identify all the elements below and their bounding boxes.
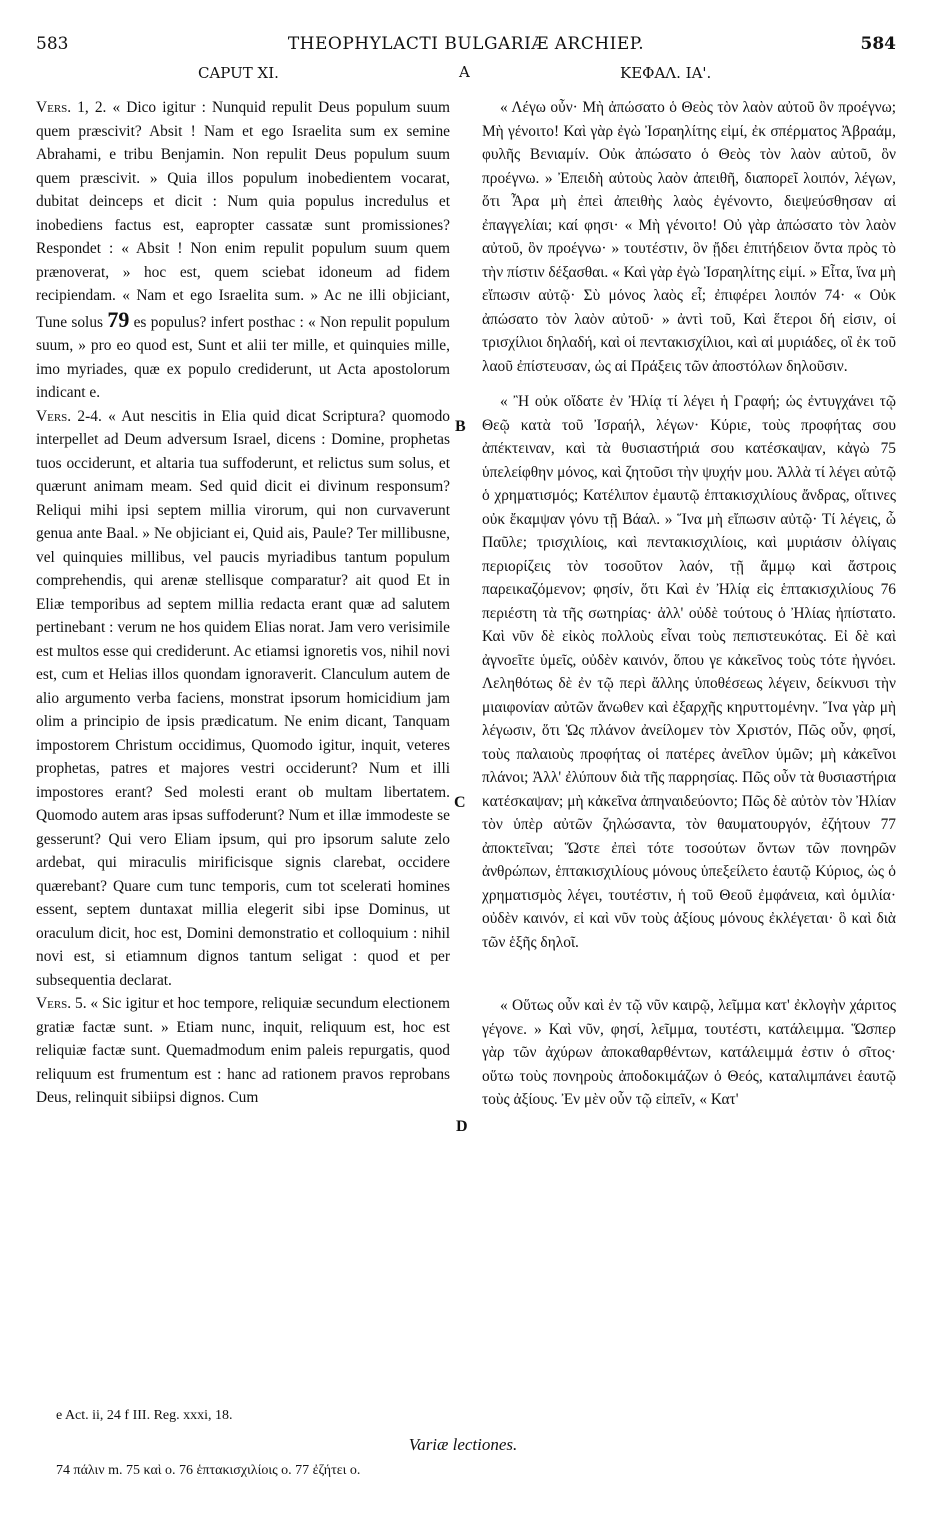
variae-lectiones-heading: Variæ lectiones. (408, 1435, 518, 1454)
greek-column (482, 96, 896, 1112)
chapter-heading-greek: ΚΕΦΑΛ. ΙΑ'. (620, 64, 712, 82)
latin-column (36, 96, 450, 1110)
chapter-heading-latin: CAPUT XI. (198, 64, 279, 82)
latin-text: « Dico igitur : Nunquid repulit Deus populum suum quem præscivit? Absit ! Nam et ego Israelita sum ex semine Abrahami, e tribu Benjamin. Non repulit Deus populum suum quem præscivit. » Quia illos populum inobedientem vocarat, dubitat deinceps et dicit : Num quia populus incredulus et inobediens factus est, eapropter cassatæ sunt promissiones? Respondet : « Absit ! Non enim repulit populum suum quem prænoverat, » hoc est, quem sciebat idoneum ad fidem recipiendam. « Nam et ego Israelita sum. » Ac ne illi objiciant, Tune solus (36, 99, 451, 331)
margin-letter-c: C (454, 794, 466, 811)
greek-paragraph: « Λέγω οὖν· Μὴ ἀπώσατο ὁ Θεὸς τὸν λαὸν αὐτοῦ ὃν προέγνω; Μὴ γένοιτο! Καὶ γὰρ ἐγὼ Ἰσραηλίτης εἰμί, ἐκ σπέρματος Ἀβραάμ, φυλῆς Βενιαμίν. Οὐκ ἀπώσατο ὁ Θεὸς τὸν λαὸν αὐτοῦ, ὃν προέγνω. » Ἐπειδὴ αὐτοὺς λαὸν ἀπειθῆ, διαπορεῖ λοιπόν, λέγων, ὅτι Ἆρα μὴ ἐπεὶ ἀπειθὴς λαὸς ἐγένοντο, διεψεύσθησαν αἱ ἐπαγγελίαι; καί φησι· « Μὴ γένοιτο! Οὐ γὰρ ἀπώσατο τὸν λαὸν αὐτοῦ, ὃν προέγνω· » τουτέστιν, ὃν ᾔδει ἐπιτήδειον ὄντα πρὸς τὸ τὴν πίστιν δέξασθαι. « Καὶ γὰρ ἐγὼ Ἰσραηλίτης εἰμί. » Εἶτα, ἵνα μὴ εἴπωσιν αὐτῷ· Σὺ μόνος λαὸς εἶ; ἐπιφέρει λοιπόν 74· « Οὐκ ἀπώσατο τὸν λαὸν αὐτοῦ· » ἀντὶ τοῦ, Καὶ ἕτεροι δή εἰσιν, οἱ τρισχίλιοι δηλαδή, καὶ οἱ πεντακισχίλιοι, καὶ αἱ μυριάδες, οἳ ἐκ τοῦ λαοῦ ἐπίστευσαν, ὡς αἱ Πράξεις τῶν ἀποστόλων δηλοῦσιν. (482, 99, 896, 375)
page-number-right: 584 (860, 34, 896, 54)
running-title: THEOPHYLACTI BULGARIÆ ARCHIEP. (287, 34, 645, 54)
margin-letter-a: A (459, 63, 470, 81)
verse-label: Vers. 1, 2. (36, 99, 107, 116)
latin-paragraph (36, 96, 450, 405)
greek-paragraph: « Οὕτως οὖν καὶ ἐν τῷ νῦν καιρῷ, λεῖμμα κατ' ἐκλογὴν χάριτος γέγονε. » Καὶ νῦν, φησί, λεῖμμα, τουτέστι, κατάλειμμα. Ὥσπερ γὰρ τῶν ἀχύρων ἀποκαθαρθέντων, κατάλειμμά ἐστιν ὁ σῖτος· οὕτω τοὺς πονηροὺς ἀποδοκιμάζων ὁ Θεός, καταλιμπάνει ἑαυτῷ τοὺς ἀξίους. Ἐν μὲν οὖν τῷ εἰπεῖν, « Κατ' (482, 997, 896, 1108)
column-number: 79 (107, 306, 130, 332)
greek-paragraph: « Ἢ οὐκ οἴδατε ἐν Ἠλίᾳ τί λέγει ἡ Γραφή; ὡς ἐντυγχάνει τῷ Θεῷ κατὰ τοῦ Ἰσραήλ, λέγων· Κύριε, τοὺς προφήτας σου ἀπέκτειναν, καὶ τὰ θυσιαστήριά σου κατέσκαψαν, κἀγὼ 75 ὑπελείφθην μόνος, καὶ ζητοῦσι τὴν ψυχήν μου. Ἀλλὰ τί λέγει αὐτῷ ὁ χρηματισμός; Κατέλιπον ἐμαυτῷ ἑπτακισχιλίους ἄνδρας, οἵτινες οὐκ ἔκαμψαν γόνυ τῇ Βάαλ. » Ἵνα μὴ εἴπωσιν αὐτῷ· Τί λέγεις, ὦ Παῦλε; τρισχιλίοις, καὶ πεντακισχιλίοις, καὶ μυριάσιν ὀλίγαις περιορίζεις τὸν τοσοῦτον λαόν, τῇ ἄμμῳ καὶ ἄστροις παρεικαζόμενον; φησίν, ὅτι Καὶ ἐν Ἠλίᾳ εἰς ἑπτακισχιλίους 76 περιέστη τὰ τῆς σωτηρίας· ἀλλ' οὐδὲ τούτους ὁ Ἠλίας ἠπίστατο. Καὶ νῦν δὲ εἰκὸς πολλοὺς εἶναι τοὺς πεπιστευκότας. Εἰ δὲ καὶ ἀγνοεῖτε ὑμεῖς, οὐδὲν καινόν, ὅπου γε κἀκεῖνος τοὺς τότε ἠγνόει. Λεληθότως δὲ ἐν τῷ περὶ ἄλλης ὑποθέσεως λέγειν, δείκνυσι τὴν μιαιφονίαν αὐτῶν ἄνωθεν καὶ ἐξαρχῆς κηρυττομένην. Ἵνα γὰρ μὴ λέγωσιν, ὅτι Ὡς πλάνον ἀνείλομεν τὸν Χριστόν, Πῶς οὖν, φησί, τοὺς παλαιοὺς προφήτας οἱ πατέρες ἀνεῖλον ὑμῶν; μὴ κἀκεῖνοι πλάνοι; Ἀλλ' ἐλύπουν διὰ τῆς παρρησίας. Πῶς οὖν τὰ θυσιαστήρια κατέσκαψαν; μὴ κἀκεῖνα ἀπηναιδεύοντο; Πῶς δὲ αὐτὸν τὸν Ἠλίαν τὸν ὑπὲρ αὐτῶν ζηλώσαντα, τὸν θαυματουργόν, ἐζήτουν 77 ἀποκτεῖναι; Ὥστε ἐπεὶ τότε τοσούτων ὄντων τῶν πονηρῶν ἀνθρώπων, ἑπτακισχιλίους μόνους ὑπεξείλετο ἑαυτῷ Κύριος, ὡς ὁ χρηματισμὸς λέγει, τουτέστιν, ἡ τοῦ Θεοῦ ἐμφάνεια, καὶ ὁμιλία· οὐδὲν καινόν, εἰ καὶ νῦν τοὺς ἀξίους μόνους ἐκλέγεται· ὃ καὶ διὰ τῶν ἑξῆς δηλοῖ. (482, 393, 896, 951)
verse-label: Vers. 2-4. (36, 407, 102, 425)
latin-text: es populus? infert posthac : « Non repulit populum suum, » pro eo quod est, Sunt et alii ter mille, et quinquies mille, imo myriades, quæ ex populo crediderunt, ut Acta apostolorum indicant e. (36, 313, 450, 401)
verse-label: Vers. 5. (36, 995, 87, 1012)
page-number-left: 583 (36, 34, 69, 54)
latin-paragraph (36, 992, 450, 1110)
margin-letter-d: D (456, 1118, 468, 1135)
latin-text: « Sic igitur et hoc tempore, reliquiæ secundum electionem gratiæ factæ sunt. » Etiam nunc, inquit, reliquum est, hoc est reliquiæ factæ sunt. Quemadmodum enim paleis repurgatis, quod reliquum est frumentum est : hanc ad rationem pravos reprobans Deus, relinquit sibiipsi dignos. Cum (36, 995, 450, 1106)
running-header (36, 34, 896, 60)
latin-paragraph (36, 405, 450, 993)
latin-text: « Aut nescitis in Elia quid dicat Scriptura? quomodo interpellet ad Deum adversum Israel, dicens : Domine, prophetas tuos occiderunt, et altaria tua suffoderunt, et relictus sum solus, et quærunt animam meam. Sed quid dicit ei divinum responsum? Reliqui mihi ipsi septem millia virorum, qui non curvaverunt genua ante Baal. » Ne objiciant ei, Quid ais, Paule? Ter millibusne, vel quinquies millibus, vel paucis myriadibus tantum populum comprehendis, qui arenæ stellisque comparatur? ait quod Et in Eliæ temporibus ad septem millia redacta erant quæ ad salutem pertinebant : verum ne hos quidem Elias norat. Jam vero verisimile est multos esse qui crediderunt. Ac etiamsi ignoretis vos, nihil novi est, cum et Helias illos quondam ignoraverit. Clanculum autem de alio argumento verba faciens, monstrat ipsorum homicidium jam olim a principio de ipsis prædicatum. Ne enim dicant, Tanquam impostorem Christum occidimus, Quomodo igitur, inquit, veteres prophetas, patres et majores vestri occiderunt? Num et illi impostores erant? Sed molesti erant ob multam libertatem. Quomodo autem aras ipsas suffoderunt? Num et illæ immodeste se gesserunt? Qui vero Eliam ipsum, qui pro ipsorum salute zelo ardebat, qui miraculis mirificisque signis clarebat, occidere quærebant? Quare cum tunc temporis, cum tot scelerati homines essent, septem duntaxat millia elegerit sibi ipse Dominus, ut oraculum dicit, hoc est, Domini demonstratio et colloquium : nihil novi est, si etiamnum dignos tantum seligat : quod et per subsequentia declarat. (36, 407, 450, 989)
variae-lectiones: 74 πάλιν m. 75 καὶ ο. 76 ἑπτακισχιλίοις ο. 77 ἐζήτει ο. (56, 1463, 361, 1478)
footnote-references: e Act. ii, 24 f III. Reg. xxxi, 18. (56, 1408, 233, 1423)
margin-letter-b: B (455, 418, 466, 435)
